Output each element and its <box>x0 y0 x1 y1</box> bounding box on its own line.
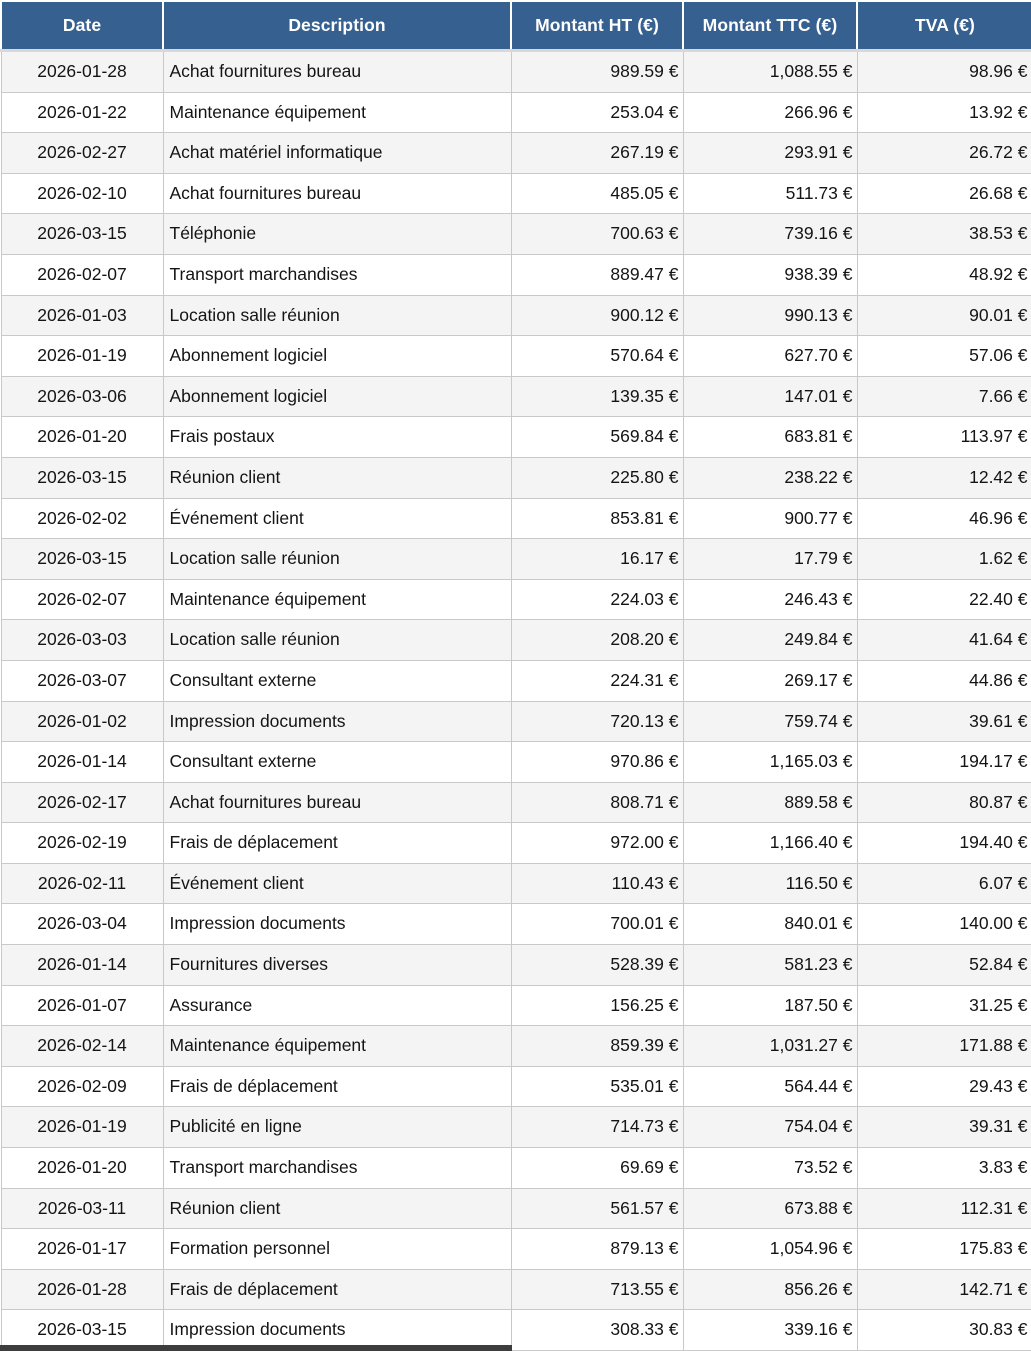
table-cell: Événement client <box>163 498 511 539</box>
table-row <box>1 660 1031 701</box>
table-cell: 2026-01-20 <box>1 1148 163 1189</box>
table-row <box>1 1066 1031 1107</box>
table-cell: 267.19 € <box>511 133 683 174</box>
table-cell: 2026-03-03 <box>1 620 163 661</box>
table-cell: 528.39 € <box>511 945 683 986</box>
table-cell: Formation personnel <box>163 1229 511 1270</box>
table-cell: Location salle réunion <box>163 295 511 336</box>
table-cell: Achat fournitures bureau <box>163 173 511 214</box>
table-cell: 720.13 € <box>511 701 683 742</box>
table-row <box>1 945 1031 986</box>
table-cell: 889.58 € <box>683 782 857 823</box>
table-row <box>1 376 1031 417</box>
table-cell: 2026-02-07 <box>1 254 163 295</box>
table-cell: Achat fournitures bureau <box>163 782 511 823</box>
column-header-montant-ht: Montant HT (€) <box>511 1 683 51</box>
table-cell: 194.17 € <box>857 742 1031 783</box>
table-row <box>1 1188 1031 1229</box>
table-cell: 673.88 € <box>683 1188 857 1229</box>
table-cell: Abonnement logiciel <box>163 336 511 377</box>
table-body <box>1 51 1031 1351</box>
table-cell: 700.63 € <box>511 214 683 255</box>
table-cell: 194.40 € <box>857 823 1031 864</box>
table-cell: 156.25 € <box>511 985 683 1026</box>
table-cell: 73.52 € <box>683 1148 857 1189</box>
table-cell: 6.07 € <box>857 863 1031 904</box>
column-header-description: Description <box>163 1 511 51</box>
table-cell: 2026-01-19 <box>1 336 163 377</box>
table-cell: Frais de déplacement <box>163 823 511 864</box>
table-cell: 2026-03-15 <box>1 214 163 255</box>
table-cell: 1,165.03 € <box>683 742 857 783</box>
table-cell: 700.01 € <box>511 904 683 945</box>
table-cell: Maintenance équipement <box>163 92 511 133</box>
table-cell: 39.61 € <box>857 701 1031 742</box>
table-cell: 2026-01-07 <box>1 985 163 1026</box>
table-row <box>1 1026 1031 1067</box>
table-cell: 561.57 € <box>511 1188 683 1229</box>
table-cell: Achat fournitures bureau <box>163 51 511 93</box>
table-cell: Location salle réunion <box>163 539 511 580</box>
table-cell: 29.43 € <box>857 1066 1031 1107</box>
table-cell: 57.06 € <box>857 336 1031 377</box>
table-cell: 26.72 € <box>857 133 1031 174</box>
table-cell: 2026-01-14 <box>1 742 163 783</box>
table-cell: 989.59 € <box>511 51 683 93</box>
table-cell: 2026-03-07 <box>1 660 163 701</box>
table-cell: 12.42 € <box>857 457 1031 498</box>
table-cell: 22.40 € <box>857 579 1031 620</box>
table-cell: Publicité en ligne <box>163 1107 511 1148</box>
table-cell: 511.73 € <box>683 173 857 214</box>
table-cell: 2026-02-09 <box>1 1066 163 1107</box>
table-cell: Location salle réunion <box>163 620 511 661</box>
table-cell: 2026-02-27 <box>1 133 163 174</box>
table-cell: 187.50 € <box>683 985 857 1026</box>
table-cell: 52.84 € <box>857 945 1031 986</box>
table-cell: Événement client <box>163 863 511 904</box>
table-row <box>1 863 1031 904</box>
table-cell: Consultant externe <box>163 742 511 783</box>
header-row <box>1 1 1031 51</box>
table-cell: 889.47 € <box>511 254 683 295</box>
table-cell: 2026-02-10 <box>1 173 163 214</box>
table-row <box>1 214 1031 255</box>
table-row <box>1 173 1031 214</box>
table-cell: 7.66 € <box>857 376 1031 417</box>
table-cell: 293.91 € <box>683 133 857 174</box>
table-cell: 147.01 € <box>683 376 857 417</box>
table-cell: 2026-03-15 <box>1 539 163 580</box>
table-row <box>1 295 1031 336</box>
table-cell: 98.96 € <box>857 51 1031 93</box>
table-cell: 80.87 € <box>857 782 1031 823</box>
table-cell: Maintenance équipement <box>163 1026 511 1067</box>
table-cell: 1,088.55 € <box>683 51 857 93</box>
table-row <box>1 133 1031 174</box>
table-cell: Réunion client <box>163 1188 511 1229</box>
table-row <box>1 336 1031 377</box>
table-cell: 139.35 € <box>511 376 683 417</box>
table-cell: 627.70 € <box>683 336 857 377</box>
table-cell: 2026-02-19 <box>1 823 163 864</box>
table-cell: 859.39 € <box>511 1026 683 1067</box>
table-cell: 840.01 € <box>683 904 857 945</box>
table-cell: 225.80 € <box>511 457 683 498</box>
table-cell: 30.83 € <box>857 1310 1031 1351</box>
table-cell: Impression documents <box>163 701 511 742</box>
table-cell: 535.01 € <box>511 1066 683 1107</box>
table-cell: 2026-01-03 <box>1 295 163 336</box>
table-cell: 2026-01-28 <box>1 1269 163 1310</box>
table-cell: 808.71 € <box>511 782 683 823</box>
table-cell: 2026-02-17 <box>1 782 163 823</box>
table-cell: 116.50 € <box>683 863 857 904</box>
table-cell: 2026-03-15 <box>1 1310 163 1351</box>
table-cell: 142.71 € <box>857 1269 1031 1310</box>
table-row <box>1 417 1031 458</box>
table-cell: 2026-01-14 <box>1 945 163 986</box>
table-cell: 2026-03-11 <box>1 1188 163 1229</box>
table-cell: 853.81 € <box>511 498 683 539</box>
table-cell: 269.17 € <box>683 660 857 701</box>
table-cell: 714.73 € <box>511 1107 683 1148</box>
table-cell: 2026-03-04 <box>1 904 163 945</box>
table-cell: 17.79 € <box>683 539 857 580</box>
table-cell: 224.31 € <box>511 660 683 701</box>
table-row <box>1 620 1031 661</box>
table-cell: 46.96 € <box>857 498 1031 539</box>
table-row <box>1 823 1031 864</box>
table-cell: Abonnement logiciel <box>163 376 511 417</box>
column-header-tva: TVA (€) <box>857 1 1031 51</box>
table-cell: Impression documents <box>163 904 511 945</box>
table-cell: Réunion client <box>163 457 511 498</box>
table-cell: 739.16 € <box>683 214 857 255</box>
table-cell: 759.74 € <box>683 701 857 742</box>
table-row <box>1 498 1031 539</box>
table-cell: 581.23 € <box>683 945 857 986</box>
table-cell: 208.20 € <box>511 620 683 661</box>
table-cell: 2026-03-15 <box>1 457 163 498</box>
table-row <box>1 51 1031 93</box>
table-row <box>1 254 1031 295</box>
table-cell: 238.22 € <box>683 457 857 498</box>
table-cell: Impression documents <box>163 1310 511 1351</box>
table-cell: 39.31 € <box>857 1107 1031 1148</box>
table-cell: 879.13 € <box>511 1229 683 1270</box>
table-cell: 110.43 € <box>511 863 683 904</box>
table-cell: 38.53 € <box>857 214 1031 255</box>
table-cell: 48.92 € <box>857 254 1031 295</box>
table-cell: 3.83 € <box>857 1148 1031 1189</box>
table-row <box>1 1107 1031 1148</box>
table-cell: 900.12 € <box>511 295 683 336</box>
table-cell: Assurance <box>163 985 511 1026</box>
table-cell: 90.01 € <box>857 295 1031 336</box>
table-row <box>1 985 1031 1026</box>
table-cell: 569.84 € <box>511 417 683 458</box>
table-cell: 171.88 € <box>857 1026 1031 1067</box>
table-cell: 1.62 € <box>857 539 1031 580</box>
table-cell: 2026-01-17 <box>1 1229 163 1270</box>
table-cell: 990.13 € <box>683 295 857 336</box>
table-cell: Frais de déplacement <box>163 1269 511 1310</box>
table-cell: 856.26 € <box>683 1269 857 1310</box>
table-row <box>1 457 1031 498</box>
table-cell: 754.04 € <box>683 1107 857 1148</box>
table-cell: 2026-02-02 <box>1 498 163 539</box>
table-cell: 2026-02-11 <box>1 863 163 904</box>
table-row <box>1 701 1031 742</box>
table-row <box>1 539 1031 580</box>
table-cell: 41.64 € <box>857 620 1031 661</box>
table-cell: 175.83 € <box>857 1229 1031 1270</box>
table-cell: 564.44 € <box>683 1066 857 1107</box>
table-cell: 13.92 € <box>857 92 1031 133</box>
table-row <box>1 904 1031 945</box>
column-header-date: Date <box>1 1 163 51</box>
table-cell: Téléphonie <box>163 214 511 255</box>
table-cell: 1,031.27 € <box>683 1026 857 1067</box>
table-cell: 69.69 € <box>511 1148 683 1189</box>
table-cell: 2026-01-02 <box>1 701 163 742</box>
table-cell: 339.16 € <box>683 1310 857 1351</box>
table-cell: 224.03 € <box>511 579 683 620</box>
table-cell: 253.04 € <box>511 92 683 133</box>
table-cell: 266.96 € <box>683 92 857 133</box>
table-cell: 2026-01-28 <box>1 51 163 93</box>
column-header-montant-ttc: Montant TTC (€) <box>683 1 857 51</box>
table-row <box>1 782 1031 823</box>
table-cell: 485.05 € <box>511 173 683 214</box>
table-cell: 2026-01-19 <box>1 1107 163 1148</box>
table-cell: 249.84 € <box>683 620 857 661</box>
table-cell: Transport marchandises <box>163 254 511 295</box>
table-cell: Maintenance équipement <box>163 579 511 620</box>
table-cell: 683.81 € <box>683 417 857 458</box>
table-cell: 2026-03-06 <box>1 376 163 417</box>
table-cell: 1,054.96 € <box>683 1229 857 1270</box>
table-header <box>1 1 1031 51</box>
table-cell: 2026-02-14 <box>1 1026 163 1067</box>
table-cell: 112.31 € <box>857 1188 1031 1229</box>
table-row <box>1 579 1031 620</box>
table-cell: 31.25 € <box>857 985 1031 1026</box>
table-cell: Fournitures diverses <box>163 945 511 986</box>
table-cell: 900.77 € <box>683 498 857 539</box>
table-cell: 113.97 € <box>857 417 1031 458</box>
table-cell: Frais postaux <box>163 417 511 458</box>
table-cell: 26.68 € <box>857 173 1031 214</box>
table-cell: 970.86 € <box>511 742 683 783</box>
table-row <box>1 92 1031 133</box>
table-cell: 2026-01-20 <box>1 417 163 458</box>
table-cell: 44.86 € <box>857 660 1031 701</box>
table-cell: 16.17 € <box>511 539 683 580</box>
table-row <box>1 1229 1031 1270</box>
table-cell: Consultant externe <box>163 660 511 701</box>
table-cell: 713.55 € <box>511 1269 683 1310</box>
table-cell: 938.39 € <box>683 254 857 295</box>
table-cell: 2026-02-07 <box>1 579 163 620</box>
table-cell: 140.00 € <box>857 904 1031 945</box>
table-cell: Frais de déplacement <box>163 1066 511 1107</box>
table-cell: 2026-01-22 <box>1 92 163 133</box>
table-row <box>1 742 1031 783</box>
table-cell: 570.64 € <box>511 336 683 377</box>
table-row <box>1 1269 1031 1310</box>
table-row <box>1 1148 1031 1189</box>
table-cell: Transport marchandises <box>163 1148 511 1189</box>
table-bottom-edge <box>0 1345 512 1351</box>
table-cell: 1,166.40 € <box>683 823 857 864</box>
table-cell: 972.00 € <box>511 823 683 864</box>
table-cell: 246.43 € <box>683 579 857 620</box>
table-cell: 308.33 € <box>511 1310 683 1351</box>
table-cell: Achat matériel informatique <box>163 133 511 174</box>
